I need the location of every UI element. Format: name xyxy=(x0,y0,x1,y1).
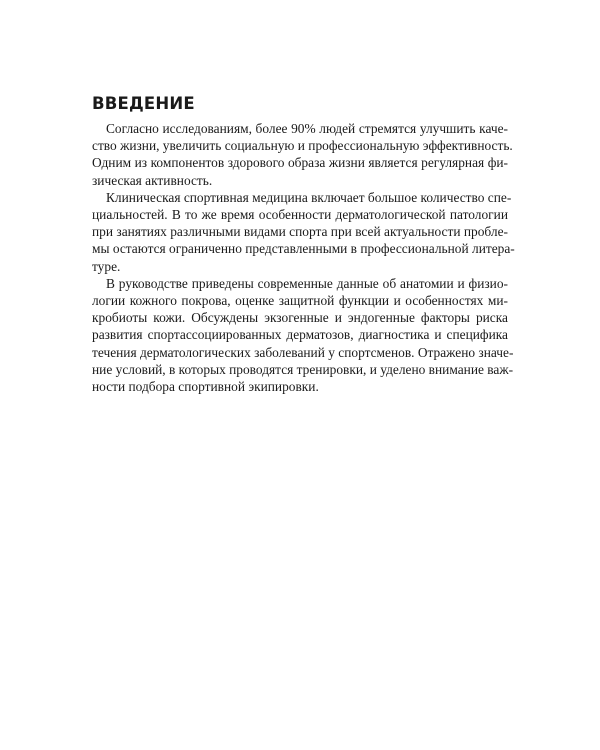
paragraph-line: туре. xyxy=(92,258,121,274)
paragraph-line: развития спортассоциированных дерматозов, диагностика и специфика xyxy=(92,327,508,343)
paragraph-line: ности подбора спортивной экипировки. xyxy=(92,379,319,395)
paragraph-2 xyxy=(92,189,515,275)
paragraph-3 xyxy=(92,275,514,395)
paragraph-line: ство жизни, увеличить социальную и профессиональную эффективность. xyxy=(92,138,513,154)
paragraph-line: Клиническая спортивная медицина включает большое количество спе- xyxy=(106,189,512,205)
paragraph-line: при занятиях различными видами спорта при всей актуальности пробле- xyxy=(92,224,508,240)
paragraph-line: зическая активность. xyxy=(92,172,213,188)
paragraph-line: В руководстве приведены современные данные об анатомии и физио- xyxy=(106,275,508,291)
paragraph-line: Согласно исследованиям, более 90% людей стремятся улучшить каче- xyxy=(106,121,508,136)
page-title: ВВЕДЕНИЕ xyxy=(92,94,195,113)
paragraph-1 xyxy=(92,120,513,189)
paragraph-line: кробиоты кожи. Обсуждены экзогенные и эндогенные факторы риска xyxy=(92,310,508,326)
paragraph-line: мы остаются ограниченно представленными в профессиональной литера- xyxy=(92,241,515,257)
paragraph-line: течения дерматологических заболеваний у спортсменов. Отражено значе- xyxy=(92,344,514,360)
paragraph-line: логии кожного покрова, оценке защитной функции и особенностях ми- xyxy=(92,293,508,309)
page-content xyxy=(92,94,515,395)
paragraph-line: ние условий, в которых проводятся тренировки, и уделено внимание важ- xyxy=(92,361,514,377)
paragraph-line: Одним из компонентов здорового образа жизни является регулярная фи- xyxy=(92,155,508,171)
paragraph-line: циальностей. В то же время особенности дерматологической патологии xyxy=(92,207,508,223)
